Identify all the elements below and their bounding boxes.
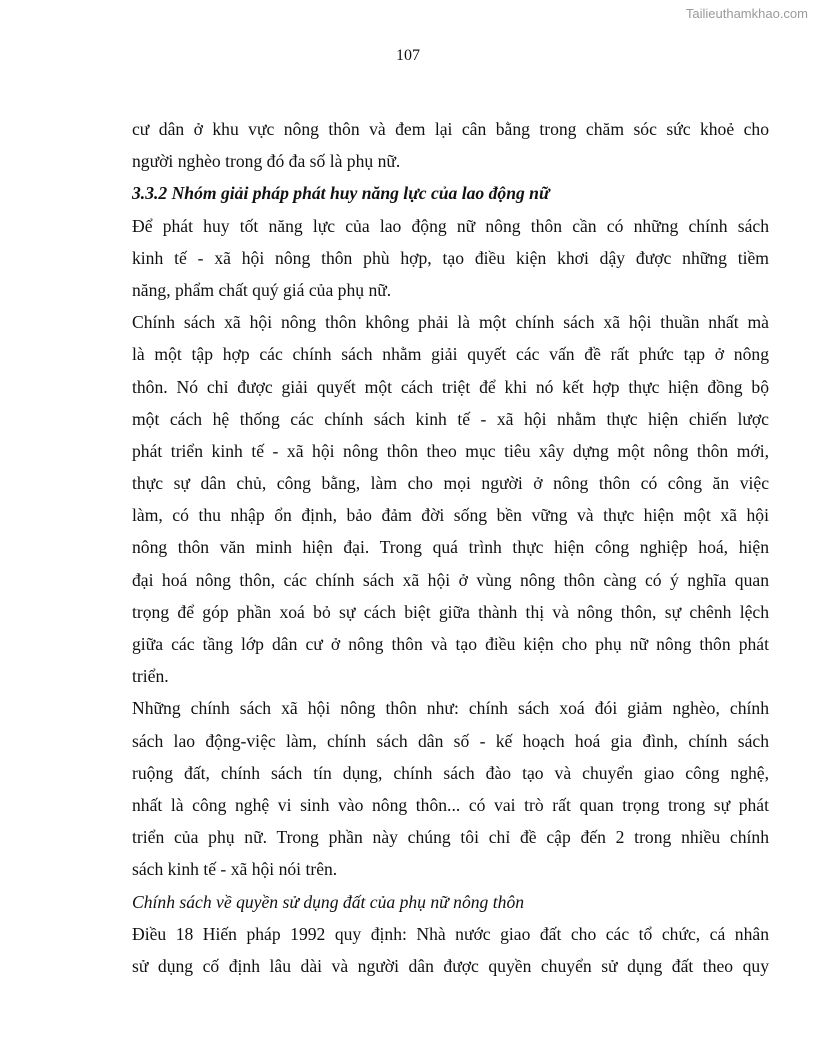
text-line: một cách hệ thống các chính sách kinh tế - xã hội nhằm thực hiện chiến lược [132,408,769,429]
text-line: thôn. Nó chỉ được giải quyết một cách triệt để khi nó kết hợp thực hiện đồng bộ [132,376,769,397]
text-line: nhất là công nghệ vi sinh vào nông thôn... có vai trò rất quan trọng trong sự phát [132,794,769,815]
text-line: giữa các tầng lớp dân cư ở nông thôn và tạo điều kiện cho phụ nữ nông thôn phát [132,634,769,654]
text-line: sách kinh tế - xã hội nói trên. [132,859,338,880]
text-line: nông thôn văn minh hiện đại. Trong quá trình thực hiện công nghiệp hoá, hiện [132,537,769,558]
text-line: đại hoá nông thôn, các chính sách xã hội ở vùng nông thôn càng có ý nghĩa quan [132,569,769,590]
text-line: Những chính sách xã hội nông thôn như: chính sách xoá đói giảm nghèo, chính [132,698,769,719]
text-line: Chính sách xã hội nông thôn không phải là một chính sách xã hội thuần nhất mà [132,312,769,333]
text-line: là một tập hợp các chính sách nhằm giải quyết các vấn đề rất phức tạp ở nông [132,344,769,365]
text-line: Để phát huy tốt năng lực của lao động nữ nông thôn cần có những chính sách [132,215,769,236]
text-line: cư dân ở khu vực nông thôn và đem lại cân bằng trong chăm sóc sức khoẻ cho [132,119,769,139]
text-line: năng, phẩm chất quý giá của phụ nữ. [132,279,392,300]
text-line: Điều 18 Hiến pháp 1992 quy định: Nhà nước giao đất cho các tổ chức, cá nhân [132,923,769,944]
text-line: thực sự dân chủ, công bằng, làm cho mọi người ở nông thôn có công ăn việc [132,473,769,494]
watermark: Tailieuthamkhao.com [685,6,808,21]
text-line: sử dụng cố định lâu dài và người dân được quyền chuyển sử dụng đất theo quy [132,955,769,976]
subsection-heading: Chính sách về quyền sử dụng đất của phụ nữ nông thôn [132,891,525,912]
page-number: 107 [396,47,420,64]
text-line: triển của phụ nữ. Trong phần này chúng tôi chỉ đề cập đến 2 trong nhiều chính [132,827,769,848]
text-line: làm, có thu nhập ổn định, bảo đảm đời sống bền vững và thực hiện một xã hội [132,505,769,526]
text-line: kinh tế - xã hội nông thôn phù hợp, tạo điều kiện khơi dậy được những tiềm [132,247,769,268]
section-heading: 3.3.2 Nhóm giải pháp phát huy năng lực của lao động nữ [132,183,550,204]
text-line: ruộng đất, chính sách tín dụng, chính sách đào tạo và chuyển giao công nghệ, [132,762,769,783]
text-line: triển. [132,666,169,687]
text-line: người nghèo trong đó đa số là phụ nữ. [132,151,401,172]
text-line: trọng để góp phần xoá bỏ sự cách biệt giữa thành thị và nông thôn, sự chênh lệch [132,601,769,622]
text-line: sách lao động-việc làm, chính sách dân số - kế hoạch hoá gia đình, chính sách [132,730,769,751]
text-line: phát triển kinh tế - xã hội nông thôn theo mục tiêu xây dựng một nông thôn mới, [132,440,769,461]
document-body [132,113,769,982]
